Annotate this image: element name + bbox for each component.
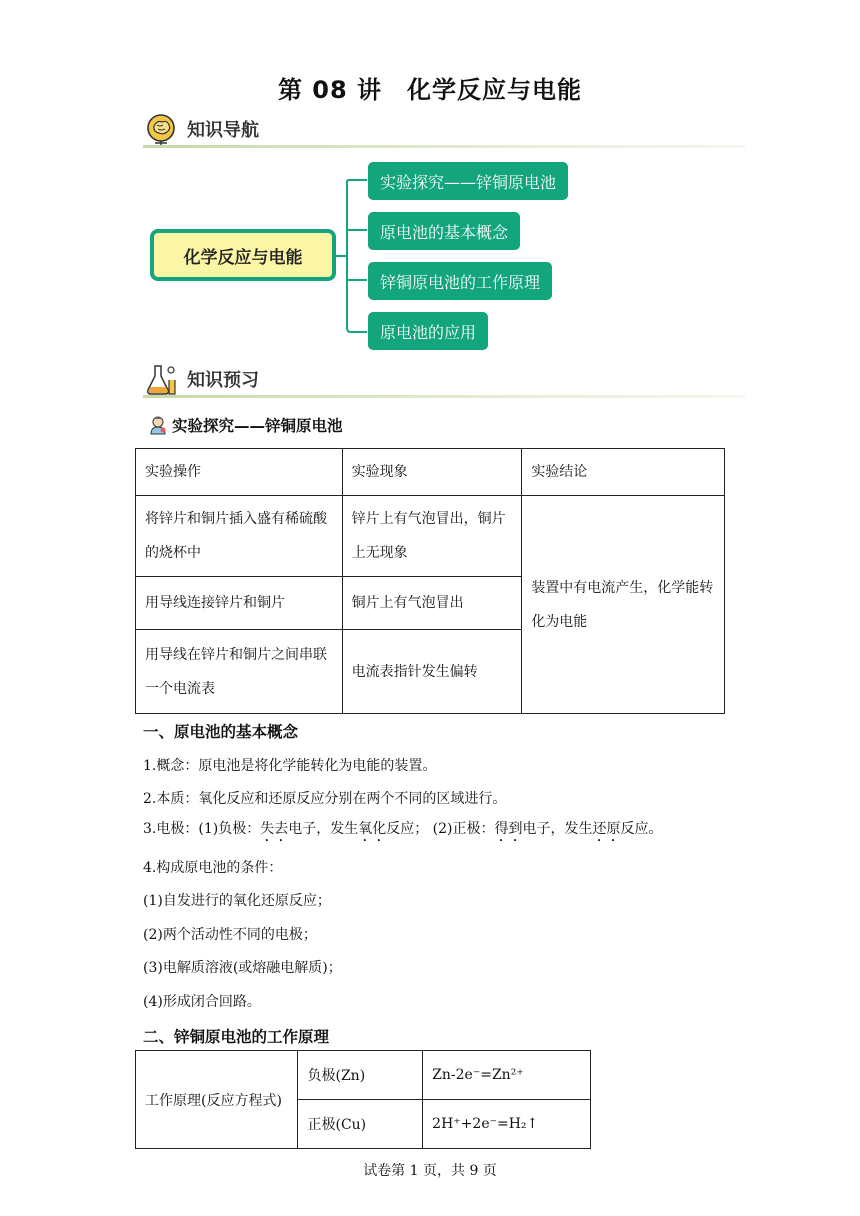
table-row: [136, 1051, 591, 1100]
concept-essence: 2.本质：氧化反应和还原反应分别在两个不同的区域进行。: [143, 791, 507, 807]
mindmap-node-application: 原电池的应用: [368, 312, 488, 350]
section-header-preview: [143, 362, 745, 398]
electrode-text: 反应； (2)正极：: [386, 821, 495, 837]
conditions-title: 4.构成原电池的条件：: [143, 860, 283, 876]
electrode-text: 电子，发生: [288, 821, 359, 837]
mindmap-node-experiment: 实验探究——锌铜原电池: [368, 162, 568, 200]
experiment-table: [135, 448, 725, 714]
phenomenon-cell: 铜片上有气泡冒出: [342, 577, 522, 630]
section-label: 知识预习: [187, 370, 259, 391]
concept-electrodes: [143, 818, 662, 845]
header-cell: 实验结论: [522, 449, 725, 496]
phenomenon-cell: 锌片上有气泡冒出，铜片上无现象: [342, 496, 522, 577]
header-cell: 实验现象: [342, 449, 522, 496]
concept-definition: 1.概念：原电池是将化学能转化为电能的装置。: [143, 758, 437, 774]
emphasis-gain: 得到: [494, 821, 523, 837]
operation-cell: 用导线连接锌片和铜片: [136, 577, 343, 630]
section-divider: [143, 145, 745, 148]
section-label: 知识导航: [187, 120, 259, 141]
phenomenon-cell: 电流表指针发生偏转: [342, 630, 522, 714]
experiment-heading: [148, 414, 343, 436]
emphasis-reduction: 还原: [592, 821, 621, 837]
section-divider: [143, 395, 745, 398]
conclusion-cell: 装置中有电流产生，化学能转化为电能: [522, 496, 725, 714]
principle-heading: 二、锌铜原电池的工作原理: [143, 1028, 330, 1046]
table-header-row: [136, 449, 725, 496]
condition-item: (2)两个活动性不同的电极；: [143, 927, 317, 943]
mindmap-root: 化学反应与电能: [150, 229, 336, 281]
header-cell: 实验操作: [136, 449, 343, 496]
brain-head-icon: [145, 112, 179, 146]
condition-item: (3)电解质溶液(或熔融电解质)；: [143, 960, 342, 976]
electrode-text: 反应。: [620, 821, 663, 837]
concept-heading: 一、原电池的基本概念: [143, 723, 299, 741]
negative-label-cell: 负极(Zn): [298, 1051, 423, 1100]
principle-table: [135, 1050, 591, 1149]
electrode-text: 3.电极：(1)负极：: [143, 821, 261, 837]
principle-label-cell: 工作原理(反应方程式): [136, 1051, 298, 1149]
condition-item: (4)形成闭合回路。: [143, 994, 261, 1010]
experiment-heading-text: 实验探究——锌铜原电池: [172, 417, 343, 435]
operation-cell: 用导线在锌片和铜片之间串联一个电流表: [136, 630, 343, 714]
emphasis-oxidation: 氧化: [358, 821, 387, 837]
negative-equation-cell: Zn-2e⁻=Zn²⁺: [423, 1051, 591, 1100]
emphasis-lose: 失去: [260, 821, 289, 837]
scientist-icon: [148, 415, 168, 435]
table-row: [136, 496, 725, 577]
page-title: 第 08 讲 化学反应与电能: [277, 76, 583, 104]
positive-label-cell: 正极(Cu): [298, 1100, 423, 1149]
positive-equation-cell: 2H⁺+2e⁻=H₂↑: [423, 1100, 591, 1149]
flask-icon: [145, 362, 179, 396]
section-header-navigation: [143, 112, 745, 148]
operation-cell: 将锌片和铜片插入盛有稀硫酸的烧杯中: [136, 496, 343, 577]
condition-item: (1)自发进行的氧化还原反应；: [143, 893, 331, 909]
page-footer: 试卷第 1 页，共 9 页: [363, 1163, 497, 1179]
mindmap-node-principle: 锌铜原电池的工作原理: [368, 262, 552, 300]
electrode-text: 电子，发生: [522, 821, 593, 837]
mindmap-node-concept: 原电池的基本概念: [368, 212, 520, 250]
